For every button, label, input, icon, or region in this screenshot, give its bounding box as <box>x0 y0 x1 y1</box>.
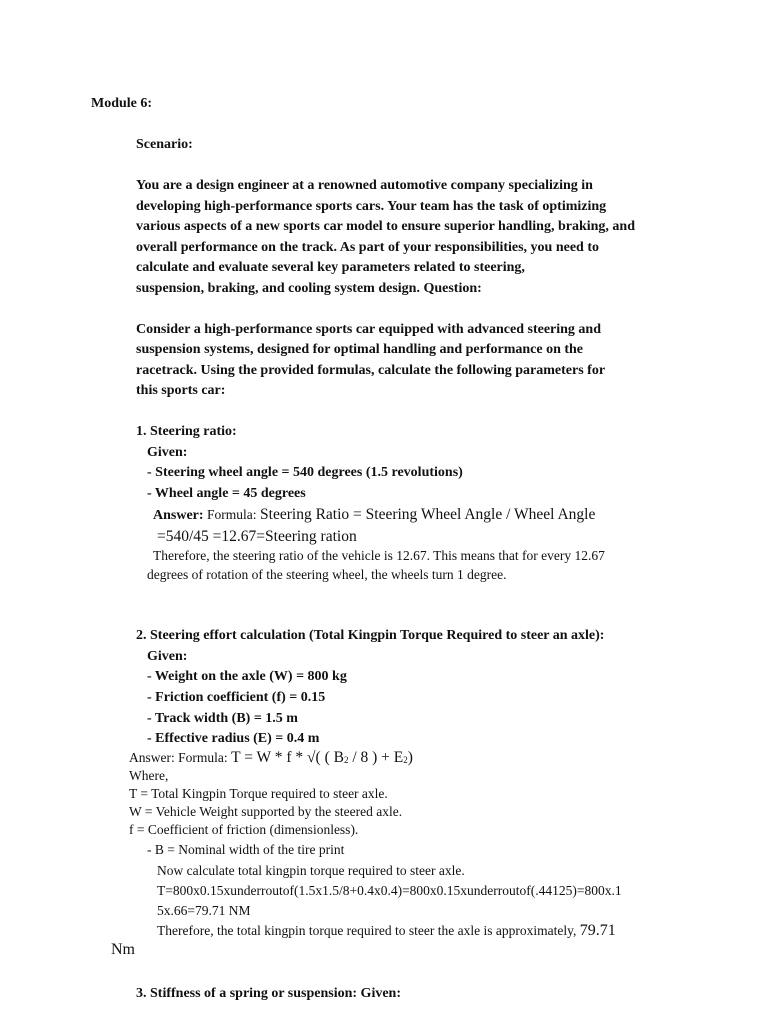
q2-answer-line <box>129 749 413 769</box>
q1-title: 1. Steering ratio: <box>136 424 237 439</box>
scenario-line: various aspects of a new sports car model to ensure superior handling, braking, and <box>136 219 635 234</box>
q2-definition: T = Total Kingpin Torque required to steer axle. <box>129 786 388 801</box>
q1-answer-label: Answer: <box>153 508 204 523</box>
q2-given-item: - Weight on the axle (W) = 800 kg <box>147 669 347 684</box>
q2-calc-line: 5x.66=79.71 NM <box>157 903 251 918</box>
q1-given-item: - Steering wheel angle = 540 degrees (1.5 revolutions) <box>147 465 463 480</box>
q3-title: 3. Stiffness of a spring or suspension: Given: <box>136 986 402 1001</box>
q2-formula-part: T = W * f * √( ( B <box>231 749 344 766</box>
q2-given-item: - Track width (B) = 1.5 m <box>147 711 298 726</box>
q2-conclusion-value: 79.71 <box>579 922 616 939</box>
q2-given-item: - Effective radius (E) = 0.4 m <box>147 731 320 746</box>
question-line: suspension systems, designed for optimal handling and performance on the <box>136 342 584 357</box>
q2-where: Where, <box>129 768 169 783</box>
scenario-line: overall performance on the track. As part of your responsibilities, you need to <box>136 240 600 255</box>
q1-given-item: - Wheel angle = 45 degrees <box>147 486 306 501</box>
scenario-line: suspension, braking, and cooling system design. Question: <box>136 281 482 296</box>
module-title: Module 6: <box>91 96 153 111</box>
q2-formula-part: ) <box>407 749 413 766</box>
q2-given-item: - Friction coefficient (f) = 0.15 <box>147 690 326 705</box>
q2-conclusion-line <box>157 922 616 939</box>
q2-definition: W = Vehicle Weight supported by the steered axle. <box>129 804 403 819</box>
q1-formula-label: Formula: <box>207 507 257 522</box>
q1-conclusion-line: degrees of rotation of the steering wheel, the wheels turn 1 degree. <box>147 567 507 582</box>
q2-formula-part: / 8 ) + E <box>348 749 404 766</box>
q2-conclusion-text: Therefore, the total kingpin torque required to steer the axle is approximately, <box>157 923 577 938</box>
question-line: racetrack. Using the provided formulas, calculate the following parameters for <box>136 363 606 378</box>
scenario-line: calculate and evaluate several key parameters related to steering, <box>136 260 525 275</box>
q1-answer-line <box>153 506 595 524</box>
question-line: Consider a high-performance sports car equipped with advanced steering and <box>136 322 602 337</box>
q1-given-label: Given: <box>147 445 188 460</box>
q2-conclusion-unit: Nm <box>111 941 135 958</box>
question-line: this sports car: <box>136 383 226 398</box>
q2-now-line: Now calculate total kingpin torque required to steer axle. <box>157 863 465 878</box>
q2-given-label: Given: <box>147 649 188 664</box>
q1-formula: Steering Ratio = Steering Wheel Angle / Wheel Angle <box>260 506 596 523</box>
q1-calc: =540/45 =12.67=Steering ration <box>157 528 357 545</box>
q2-title: 2. Steering effort calculation (Total Kingpin Torque Required to steer an axle): <box>136 628 605 643</box>
scenario-heading: Scenario: <box>136 137 193 152</box>
q1-conclusion-line: Therefore, the steering ratio of the vehicle is 12.67. This means that for every 12.67 <box>153 548 605 563</box>
q2-answer-label: Answer: Formula: <box>129 750 228 765</box>
q2-definition-b: - B = Nominal width of the tire print <box>147 842 345 857</box>
scenario-line: developing high-performance sports cars. Your team has the task of optimizing <box>136 199 607 214</box>
scenario-line: You are a design engineer at a renowned automotive company specializing in <box>136 178 593 193</box>
q2-formula-subscript: 2 <box>343 755 349 765</box>
q2-formula-subscript: 2 <box>403 755 408 765</box>
q2-formula <box>231 749 413 766</box>
q2-calc-line: T=800x0.15xunderroutof(1.5x1.5/8+0.4x0.4)=800x0.15xunderroutof(.44125)=800x.1 <box>157 883 622 898</box>
q2-definition: f = Coefficient of friction (dimensionless). <box>129 822 359 837</box>
